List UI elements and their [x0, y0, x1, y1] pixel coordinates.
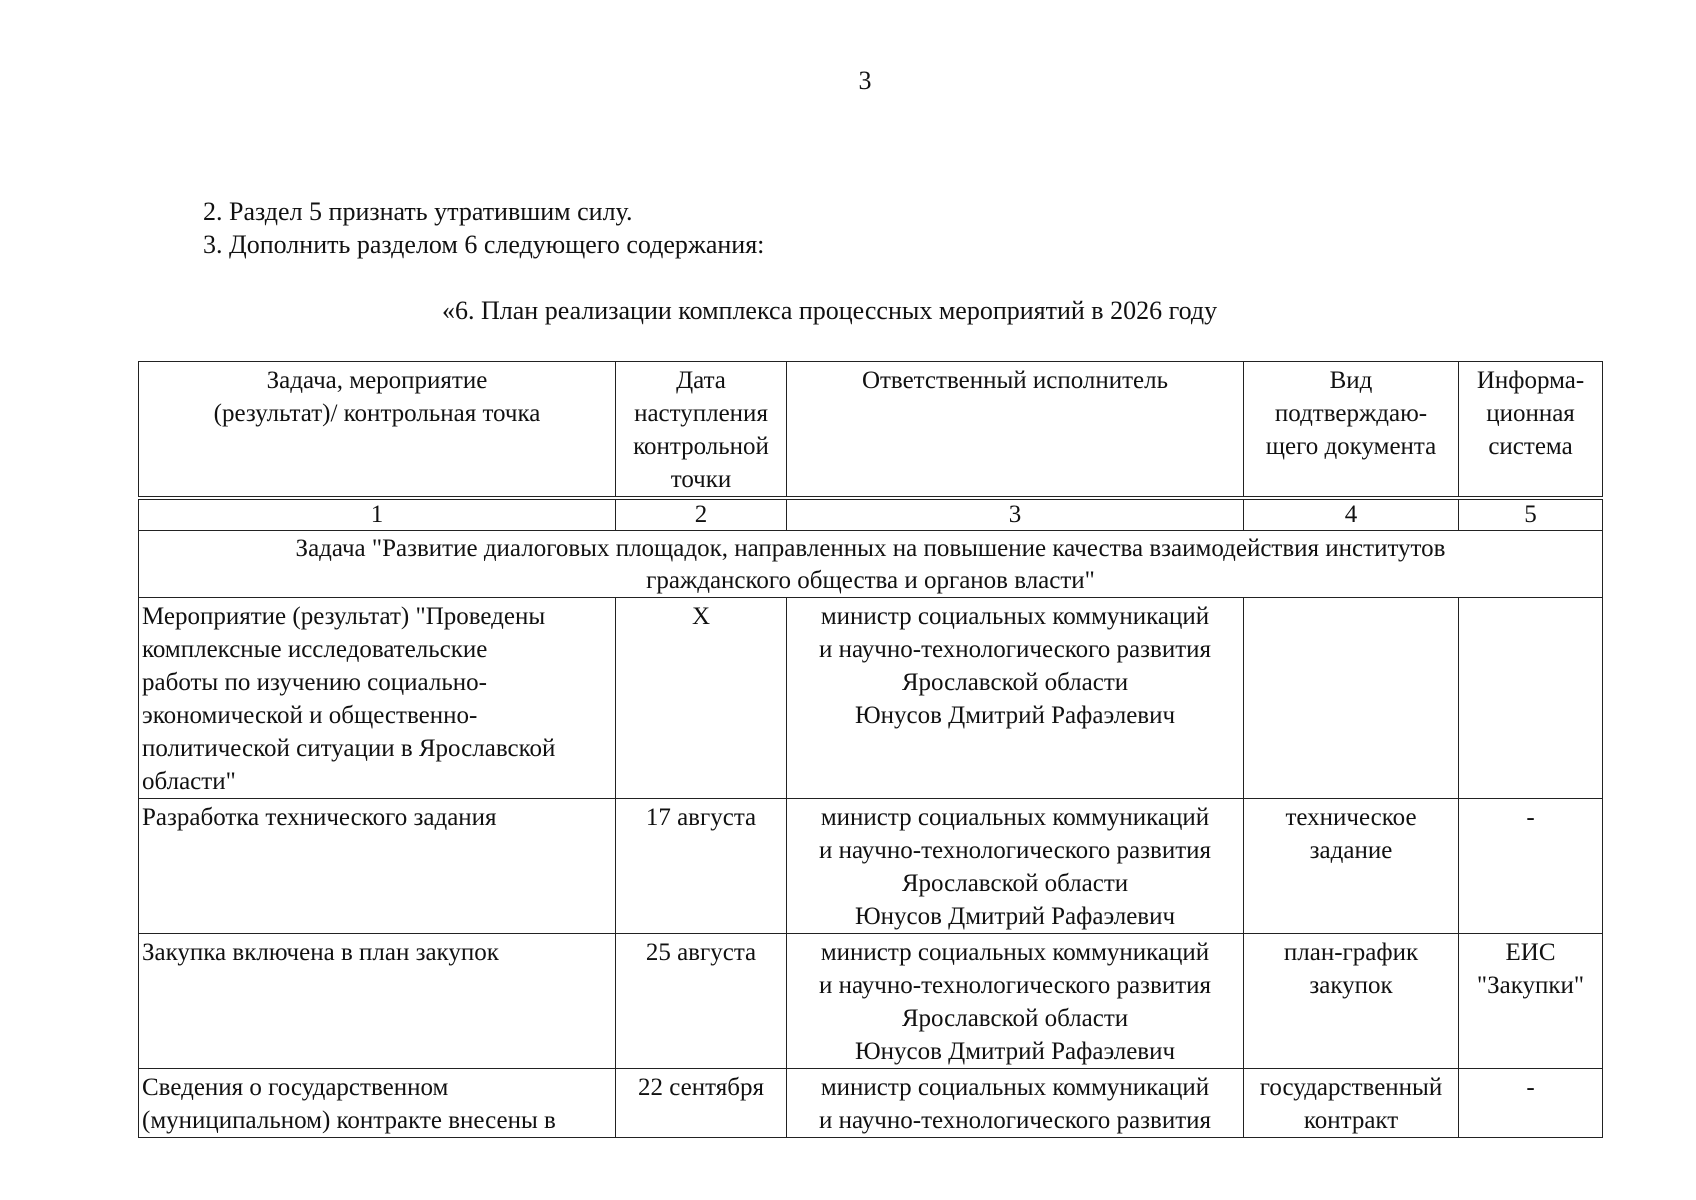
system-cell: -	[1459, 1069, 1603, 1138]
task-cell: Закупка включена в план закупок	[139, 934, 616, 1069]
header-task: Задача, мероприятие (результат)/ контрольная точка	[139, 362, 616, 497]
date-cell: 17 августа	[616, 799, 787, 934]
date-cell: 25 августа	[616, 934, 787, 1069]
header-date: Дата наступления контрольной точки	[616, 362, 787, 497]
responsible-cell: министр социальных коммуникаций и научно-технологического развития	[787, 1069, 1244, 1138]
header-document: Вид подтверждаю- щего документа	[1244, 362, 1459, 497]
table-row	[139, 598, 1603, 799]
table-row	[139, 934, 1603, 1069]
responsible-cell: министр социальных коммуникаций и научно-технологического развития Ярославской области Юнусов Дмитрий Рафаэлевич	[787, 799, 1244, 934]
paragraph-3: 3. Дополнить разделом 6 следующего содержания:	[203, 230, 765, 259]
document-cell: план-график закупок	[1244, 934, 1459, 1069]
header-row	[139, 362, 1603, 497]
paragraph-2: 2. Раздел 5 признать утратившим силу.	[203, 197, 633, 226]
task-row	[139, 531, 1603, 598]
system-cell	[1459, 598, 1603, 799]
task-cell: Разработка технического задания	[139, 799, 616, 934]
column-number: 4	[1244, 500, 1459, 531]
column-number: 1	[139, 500, 616, 531]
document-cell	[1244, 598, 1459, 799]
header-system: Информа- ционная система	[1459, 362, 1603, 497]
column-number-row	[139, 500, 1603, 531]
table-row	[139, 1069, 1603, 1138]
plan-table	[138, 361, 1603, 1138]
system-cell: ЕИС "Закупки"	[1459, 934, 1603, 1069]
header-responsible: Ответственный исполнитель	[787, 362, 1244, 497]
table-row	[139, 799, 1603, 934]
responsible-cell: министр социальных коммуникаций и научно-технологического развития Ярославской области Юнусов Дмитрий Рафаэлевич	[787, 934, 1244, 1069]
document-cell: техническое задание	[1244, 799, 1459, 934]
column-number: 3	[787, 500, 1244, 531]
date-cell: 22 сентября	[616, 1069, 787, 1138]
system-cell: -	[1459, 799, 1603, 934]
column-number: 5	[1459, 500, 1603, 531]
task-title: Задача "Развитие диалоговых площадок, направленных на повышение качества взаимодействия институтов гражданского общества и органов власти"	[139, 531, 1603, 598]
page-number: 3	[858, 66, 872, 95]
task-cell: Мероприятие (результат) "Проведены комплексные исследовательские работы по изучению социально- экономической и общественно- политической ситуации в Ярославской области"	[139, 598, 616, 799]
section-title: «6. План реализации комплекса процессных мероприятий в 2026 году	[442, 296, 1218, 325]
column-number: 2	[616, 500, 787, 531]
responsible-cell: министр социальных коммуникаций и научно-технологического развития Ярославской области Юнусов Дмитрий Рафаэлевич	[787, 598, 1244, 799]
task-cell: Сведения о государственном (муниципальном) контракте внесены в	[139, 1069, 616, 1138]
date-cell: Х	[616, 598, 787, 799]
document-cell: государственный контракт	[1244, 1069, 1459, 1138]
